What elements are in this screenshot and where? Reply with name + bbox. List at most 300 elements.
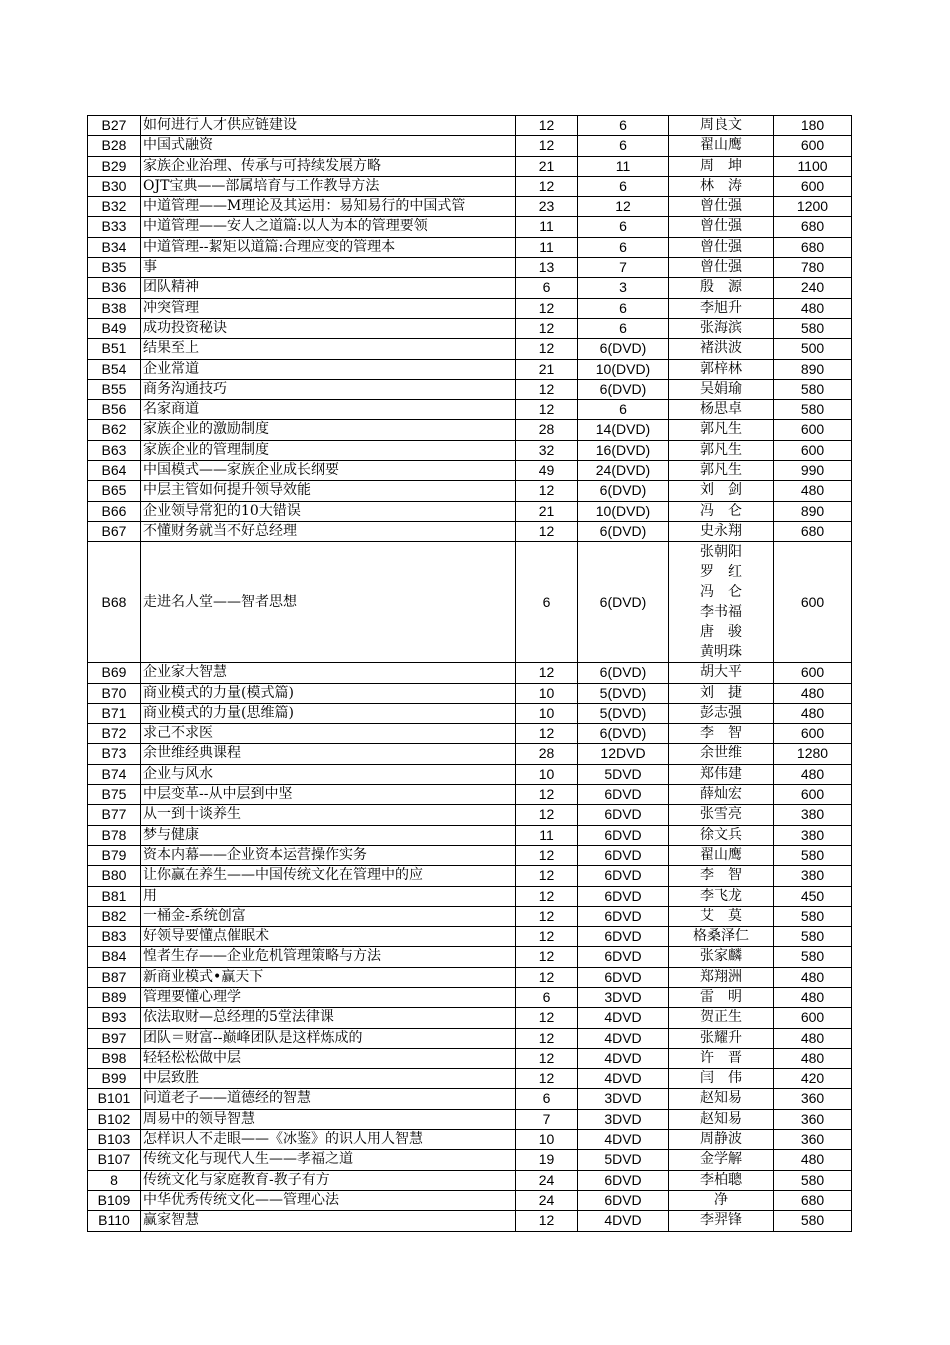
cell-code: B66 [88,501,141,521]
cell-code: B101 [88,1089,141,1109]
cell-price: 600 [774,724,852,744]
cell-title: 惶者生存——企业危机管理策略与方法 [141,947,516,967]
cell-discs: 5(DVD) [578,703,669,723]
cell-price: 480 [774,481,852,501]
cell-title: 余世维经典课程 [141,744,516,764]
cell-discs: 6 [578,237,669,257]
author-name: 唐 骏 [700,624,742,641]
table-body-tall [88,542,852,663]
cell-title: 轻轻松松做中层 [141,1048,516,1068]
cell-title: 企业家大智慧 [141,663,516,683]
cell-price: 580 [774,318,852,338]
cell-price: 480 [774,703,852,723]
cell-price: 580 [774,927,852,947]
cell-code: B54 [88,359,141,379]
cell-discs: 3DVD [578,1109,669,1129]
table-row [88,683,852,703]
cell-price: 580 [774,379,852,399]
cell-author: 吴娟瑜 [669,379,774,399]
cell-code: B89 [88,987,141,1007]
cell-author: 胡大平 [669,663,774,683]
cell-author: 李旭升 [669,298,774,318]
cell-count: 12 [516,1211,578,1231]
cell-count: 12 [516,663,578,683]
cell-price: 890 [774,359,852,379]
cell-code: B93 [88,1008,141,1028]
table-row [88,258,852,278]
cell-price: 360 [774,1109,852,1129]
table-row [88,805,852,825]
cell-code: B38 [88,298,141,318]
cell-code: B102 [88,1109,141,1129]
cell-title: 管理要懂心理学 [141,987,516,1007]
cell-title: 求己不求医 [141,724,516,744]
cell-title: 周易中的领导智慧 [141,1109,516,1129]
cell-count: 32 [516,440,578,460]
course-table [87,115,852,1232]
cell-author: 李羿锋 [669,1211,774,1231]
cell-code: B63 [88,440,141,460]
cell-discs: 16(DVD) [578,440,669,460]
cell-count: 12 [516,521,578,541]
table-row [88,440,852,460]
cell-title: 走进名人堂——智者思想 [141,542,516,663]
cell-title: 依法取财—总经理的5堂法律课 [141,1008,516,1028]
cell-count: 12 [516,906,578,926]
table-row [88,663,852,683]
cell-price: 360 [774,1089,852,1109]
cell-code: B75 [88,785,141,805]
cell-code: B28 [88,136,141,156]
cell-discs: 6(DVD) [578,724,669,744]
cell-author: 曾仕强 [669,258,774,278]
cell-title: 商业模式的力量(模式篇) [141,683,516,703]
cell-code: B81 [88,886,141,906]
table-body-upper [88,116,852,542]
cell-count: 11 [516,217,578,237]
cell-author: 周静波 [669,1130,774,1150]
cell-title: 中国式融资 [141,136,516,156]
cell-author: 张耀升 [669,1028,774,1048]
cell-discs: 6DVD [578,947,669,967]
table-body-lower [88,663,852,1231]
cell-code: B70 [88,683,141,703]
cell-count: 23 [516,197,578,217]
cell-code: B56 [88,400,141,420]
cell-code: B32 [88,197,141,217]
cell-count: 21 [516,359,578,379]
cell-count: 12 [516,845,578,865]
cell-discs: 12DVD [578,744,669,764]
table-row [88,987,852,1007]
cell-code: B82 [88,906,141,926]
table-row [88,967,852,987]
cell-code: B35 [88,258,141,278]
cell-code: B84 [88,947,141,967]
cell-title: 企业与风水 [141,764,516,784]
cell-title: 问道老子——道德经的智慧 [141,1089,516,1109]
table-row [88,521,852,541]
cell-price: 990 [774,461,852,481]
cell-discs: 6(DVD) [578,521,669,541]
cell-discs: 6(DVD) [578,339,669,359]
table-row [88,1211,852,1231]
cell-author: 林 涛 [669,176,774,196]
cell-title: 中道管理——M理论及其运用：易知易行的中国式管 [141,197,516,217]
cell-price: 600 [774,1008,852,1028]
cell-discs: 6DVD [578,886,669,906]
cell-author: 彭志强 [669,703,774,723]
cell-discs: 5DVD [578,1150,669,1170]
table-row [88,359,852,379]
cell-title: 商业模式的力量(思维篇) [141,703,516,723]
cell-price: 1200 [774,197,852,217]
table-row [88,542,852,663]
cell-title: 怎样识人不走眼——《冰鉴》的识人用人智慧 [141,1130,516,1150]
table-row [88,724,852,744]
cell-title: 不懂财务就当不好总经理 [141,521,516,541]
cell-title: 冲突管理 [141,298,516,318]
table-row [88,1150,852,1170]
cell-code: B87 [88,967,141,987]
cell-count: 12 [516,1069,578,1089]
cell-price: 480 [774,683,852,703]
table-row [88,278,852,298]
table-row [88,825,852,845]
cell-code: B68 [88,542,141,663]
cell-code: B107 [88,1150,141,1170]
cell-code: B78 [88,825,141,845]
cell-title: 中华优秀传统文化——管理心法 [141,1190,516,1210]
cell-price: 600 [774,785,852,805]
cell-count: 10 [516,764,578,784]
cell-count: 12 [516,1028,578,1048]
cell-author: 曾仕强 [669,217,774,237]
cell-code: B97 [88,1028,141,1048]
cell-count: 21 [516,501,578,521]
cell-author: 艾 莫 [669,906,774,926]
cell-discs: 6 [578,116,669,136]
author-name: 黄明珠 [700,644,742,661]
cell-code: B51 [88,339,141,359]
cell-discs: 6(DVD) [578,379,669,399]
cell-title: 成功投资秘诀 [141,318,516,338]
cell-discs: 6 [578,217,669,237]
cell-price: 480 [774,987,852,1007]
cell-discs: 6 [578,136,669,156]
cell-title: 如何进行人才供应链建设 [141,116,516,136]
cell-code: B83 [88,927,141,947]
cell-code: B99 [88,1069,141,1089]
cell-count: 12 [516,947,578,967]
cell-author: 郭凡生 [669,440,774,460]
cell-discs: 3DVD [578,1089,669,1109]
cell-author: 张家麟 [669,947,774,967]
cell-discs: 4DVD [578,1130,669,1150]
cell-discs: 6(DVD) [578,663,669,683]
table-row [88,764,852,784]
cell-discs: 6DVD [578,845,669,865]
cell-price: 380 [774,866,852,886]
cell-code: B34 [88,237,141,257]
cell-count: 21 [516,156,578,176]
cell-discs: 6 [578,400,669,420]
cell-discs: 6 [578,298,669,318]
cell-author: 郭梓林 [669,359,774,379]
cell-title: 新商业模式•赢天下 [141,967,516,987]
cell-discs: 5DVD [578,764,669,784]
table-row [88,1130,852,1150]
cell-code: B30 [88,176,141,196]
cell-count: 6 [516,1089,578,1109]
cell-code: B36 [88,278,141,298]
table-row [88,116,852,136]
cell-price: 450 [774,886,852,906]
cell-count: 10 [516,1130,578,1150]
cell-count: 24 [516,1170,578,1190]
cell-discs: 6DVD [578,825,669,845]
cell-author: 闫 伟 [669,1069,774,1089]
cell-title: OJT宝典——部属培育与工作教导方法 [141,176,516,196]
cell-title: 家族企业的激励制度 [141,420,516,440]
cell-count: 19 [516,1150,578,1170]
table-row [88,845,852,865]
cell-author: 郭凡生 [669,461,774,481]
cell-title: 一桶金-系统创富 [141,906,516,926]
table-row [88,501,852,521]
cell-title: 中层变革--从中层到中坚 [141,785,516,805]
table-row [88,1028,852,1048]
cell-count: 10 [516,683,578,703]
table-row [88,886,852,906]
cell-title: 资本内幕——企业资本运营操作实务 [141,845,516,865]
cell-code: B62 [88,420,141,440]
cell-author: 史永翔 [669,521,774,541]
table-row [88,947,852,967]
author-name: 冯 仑 [700,584,742,601]
cell-code: B69 [88,663,141,683]
table-row [88,481,852,501]
cell-price: 240 [774,278,852,298]
table-row [88,866,852,886]
table-row [88,703,852,723]
cell-author: 李 智 [669,866,774,886]
cell-price: 480 [774,764,852,784]
table-row [88,906,852,926]
cell-price: 600 [774,542,852,663]
cell-author: 翟山鹰 [669,136,774,156]
cell-count: 12 [516,136,578,156]
cell-authors [669,542,774,663]
cell-count: 12 [516,176,578,196]
cell-price: 680 [774,237,852,257]
cell-author: 褚洪波 [669,339,774,359]
cell-title: 商务沟通技巧 [141,379,516,399]
cell-title: 团队＝财富--巅峰团队是这样炼成的 [141,1028,516,1048]
cell-title: 中层致胜 [141,1069,516,1089]
cell-price: 1280 [774,744,852,764]
table-row [88,156,852,176]
cell-discs: 6DVD [578,967,669,987]
cell-title: 传统文化与现代人生——孝福之道 [141,1150,516,1170]
cell-discs: 6DVD [578,805,669,825]
cell-discs: 11 [578,156,669,176]
cell-price: 480 [774,1028,852,1048]
cell-count: 12 [516,785,578,805]
cell-discs: 6(DVD) [578,542,669,663]
cell-discs: 6 [578,318,669,338]
cell-count: 12 [516,886,578,906]
cell-title: 企业常道 [141,359,516,379]
cell-code: B77 [88,805,141,825]
cell-price: 580 [774,845,852,865]
cell-author: 张海滨 [669,318,774,338]
cell-title: 结果至上 [141,339,516,359]
cell-code: B65 [88,481,141,501]
cell-title: 赢家智慧 [141,1211,516,1231]
cell-count: 12 [516,724,578,744]
cell-discs: 3DVD [578,987,669,1007]
cell-price: 890 [774,501,852,521]
cell-count: 12 [516,481,578,501]
author-name: 张朝阳 [700,544,742,561]
cell-title: 传统文化与家庭教育-教子有方 [141,1170,516,1190]
cell-count: 12 [516,298,578,318]
table-row [88,1190,852,1210]
cell-discs: 6DVD [578,927,669,947]
table-row [88,420,852,440]
cell-code: B79 [88,845,141,865]
table-row [88,785,852,805]
cell-code: B27 [88,116,141,136]
cell-price: 600 [774,440,852,460]
cell-author: 曾仕强 [669,237,774,257]
cell-code: B109 [88,1190,141,1210]
cell-title: 家族企业治理、传承与可持续发展方略 [141,156,516,176]
cell-title: 好领导要懂点催眠术 [141,927,516,947]
cell-title: 家族企业的管理制度 [141,440,516,460]
cell-code: B33 [88,217,141,237]
cell-author: 冯 仑 [669,501,774,521]
cell-count: 12 [516,116,578,136]
cell-price: 780 [774,258,852,278]
table-row [88,176,852,196]
table-row [88,1008,852,1028]
cell-discs: 3 [578,278,669,298]
cell-count: 24 [516,1190,578,1210]
table-row [88,1089,852,1109]
cell-title: 从一到十谈养生 [141,805,516,825]
cell-discs: 6DVD [578,866,669,886]
cell-price: 500 [774,339,852,359]
cell-discs: 24(DVD) [578,461,669,481]
cell-price: 480 [774,967,852,987]
cell-author: 李飞龙 [669,886,774,906]
cell-code: B64 [88,461,141,481]
table-row [88,1170,852,1190]
table-row [88,197,852,217]
table-row [88,1069,852,1089]
cell-author: 杨思卓 [669,400,774,420]
cell-author: 刘 捷 [669,683,774,703]
table-row [88,379,852,399]
cell-author: 许 晋 [669,1048,774,1068]
cell-price: 420 [774,1069,852,1089]
cell-code: B98 [88,1048,141,1068]
cell-author: 余世维 [669,744,774,764]
cell-code: B110 [88,1211,141,1231]
table-row [88,927,852,947]
cell-discs: 12 [578,197,669,217]
cell-price: 380 [774,825,852,845]
cell-discs: 6 [578,176,669,196]
cell-price: 480 [774,298,852,318]
table-row [88,217,852,237]
cell-price: 580 [774,1211,852,1231]
table-row [88,400,852,420]
cell-title: 企业领导常犯的10大错误 [141,501,516,521]
cell-discs: 4DVD [578,1048,669,1068]
cell-title: 中层主管如何提升领导效能 [141,481,516,501]
cell-discs: 6DVD [578,906,669,926]
cell-discs: 6(DVD) [578,481,669,501]
cell-count: 12 [516,339,578,359]
cell-price: 600 [774,136,852,156]
cell-author: 郑伟建 [669,764,774,784]
table-row [88,1048,852,1068]
cell-price: 600 [774,176,852,196]
table-row [88,744,852,764]
cell-count: 12 [516,805,578,825]
cell-price: 180 [774,116,852,136]
cell-discs: 5(DVD) [578,683,669,703]
cell-price: 580 [774,947,852,967]
cell-price: 680 [774,521,852,541]
cell-code: B55 [88,379,141,399]
cell-code: B73 [88,744,141,764]
cell-count: 12 [516,927,578,947]
cell-price: 680 [774,217,852,237]
table-row [88,237,852,257]
cell-title: 名家商道 [141,400,516,420]
author-name: 罗 红 [700,564,742,581]
cell-author: 周良文 [669,116,774,136]
cell-code: B74 [88,764,141,784]
table-row [88,461,852,481]
cell-count: 49 [516,461,578,481]
cell-discs: 7 [578,258,669,278]
cell-count: 12 [516,967,578,987]
cell-code: B71 [88,703,141,723]
cell-price: 380 [774,805,852,825]
cell-author: 周 坤 [669,156,774,176]
cell-count: 10 [516,703,578,723]
cell-price: 600 [774,420,852,440]
cell-title: 事 [141,258,516,278]
cell-author: 格桑泽仁 [669,927,774,947]
cell-count: 7 [516,1109,578,1129]
cell-discs: 4DVD [578,1211,669,1231]
cell-author: 赵知易 [669,1109,774,1129]
cell-discs: 6DVD [578,1190,669,1210]
cell-author: 赵知易 [669,1089,774,1109]
cell-code: B80 [88,866,141,886]
cell-count: 28 [516,744,578,764]
cell-author: 薛灿宏 [669,785,774,805]
cell-title: 团队精神 [141,278,516,298]
cell-discs: 10(DVD) [578,359,669,379]
cell-count: 11 [516,825,578,845]
